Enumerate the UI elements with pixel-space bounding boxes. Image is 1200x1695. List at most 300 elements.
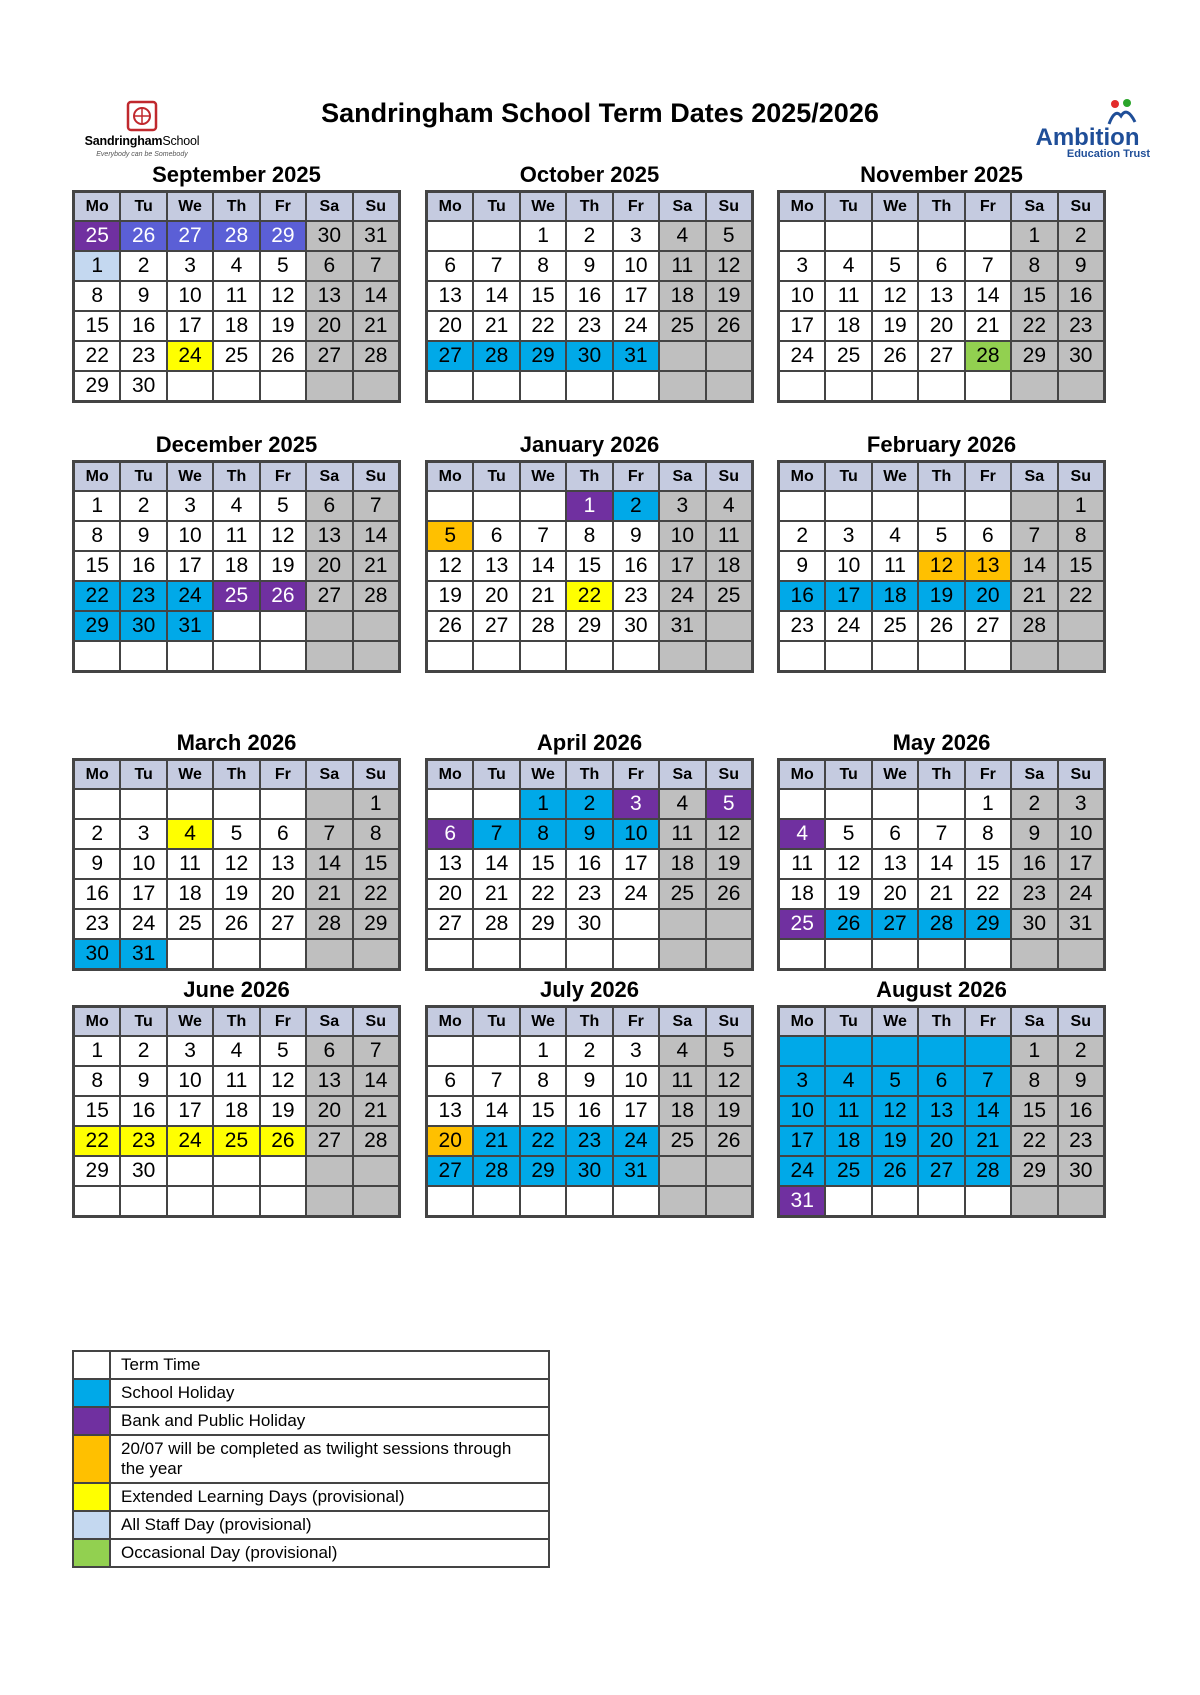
day-cell: 16 [613, 551, 659, 581]
day-cell: 14 [473, 281, 519, 311]
day-cell: 13 [306, 1066, 352, 1096]
weekday-header: We [872, 760, 918, 790]
weekday-header: Th [918, 192, 964, 222]
day-cell: 19 [706, 1096, 753, 1126]
weekday-header: Su [706, 760, 753, 790]
day-cell: 19 [706, 281, 753, 311]
day-cell: 3 [825, 521, 871, 551]
day-cell [965, 1036, 1011, 1066]
day-cell: 22 [1011, 1126, 1057, 1156]
day-cell [825, 371, 871, 402]
day-cell [213, 371, 259, 402]
day-cell: 21 [965, 311, 1011, 341]
month-title: July 2026 [539, 977, 640, 1002]
day-cell: 25 [213, 581, 259, 611]
day-cell [706, 1156, 753, 1186]
day-cell: 27 [306, 581, 352, 611]
month-grid [425, 190, 754, 403]
day-cell: 4 [213, 251, 259, 281]
weekday-header: Mo [427, 462, 474, 492]
weekday-header: Tu [473, 760, 519, 790]
day-cell: 8 [1011, 1066, 1057, 1096]
day-cell: 23 [566, 879, 612, 909]
day-cell: 17 [167, 1096, 213, 1126]
day-cell: 3 [613, 789, 659, 819]
day-cell: 7 [353, 491, 400, 521]
legend-row [74, 1408, 548, 1436]
day-cell: 28 [473, 341, 519, 371]
day-cell [167, 1186, 213, 1217]
day-cell: 30 [120, 371, 166, 402]
weekday-header: Th [566, 462, 612, 492]
day-cell [659, 939, 705, 970]
weekday-header: Su [1058, 192, 1105, 222]
weekday-header: Th [213, 192, 259, 222]
day-cell: 14 [353, 281, 400, 311]
day-cell: 19 [260, 1096, 306, 1126]
day-cell: 5 [260, 1036, 306, 1066]
day-cell [613, 939, 659, 970]
day-cell: 2 [779, 521, 826, 551]
month-title: December 2025 [155, 432, 318, 457]
day-cell: 23 [566, 311, 612, 341]
day-cell: 13 [473, 551, 519, 581]
day-cell: 13 [260, 849, 306, 879]
day-cell: 5 [706, 221, 753, 251]
day-cell: 16 [566, 281, 612, 311]
weekday-header: Tu [120, 192, 166, 222]
day-cell: 30 [74, 939, 121, 970]
month-grid [777, 758, 1106, 971]
day-cell: 19 [872, 311, 918, 341]
day-cell: 15 [1058, 551, 1105, 581]
weekday-header: Sa [1011, 462, 1057, 492]
day-cell: 16 [1058, 1096, 1105, 1126]
day-cell: 17 [613, 1096, 659, 1126]
day-cell: 22 [566, 581, 612, 611]
weekday-header: Sa [659, 192, 705, 222]
day-cell: 4 [213, 1036, 259, 1066]
day-cell: 14 [473, 1096, 519, 1126]
day-cell: 8 [520, 251, 566, 281]
day-cell: 23 [1058, 1126, 1105, 1156]
day-cell: 3 [1058, 789, 1105, 819]
day-cell: 12 [872, 1096, 918, 1126]
day-cell: 8 [353, 819, 400, 849]
day-cell [1011, 939, 1057, 970]
day-cell: 15 [520, 1096, 566, 1126]
day-cell [74, 789, 121, 819]
day-cell: 6 [918, 251, 964, 281]
day-cell: 9 [566, 1066, 612, 1096]
day-cell [1011, 641, 1057, 672]
day-cell: 17 [659, 551, 705, 581]
day-cell: 23 [779, 611, 826, 641]
day-cell: 16 [779, 581, 826, 611]
day-cell [965, 491, 1011, 521]
day-cell: 25 [74, 221, 121, 251]
day-cell [473, 491, 519, 521]
day-cell: 30 [1058, 341, 1105, 371]
day-cell: 25 [213, 1126, 259, 1156]
month-title: June 2026 [183, 977, 290, 1002]
day-cell: 15 [520, 281, 566, 311]
day-cell: 7 [473, 251, 519, 281]
day-cell [213, 611, 259, 641]
day-cell: 2 [120, 491, 166, 521]
day-cell: 23 [613, 581, 659, 611]
day-cell [1058, 641, 1105, 672]
weekday-header: Fr [965, 192, 1011, 222]
day-cell: 2 [566, 1036, 612, 1066]
weekday-header: Su [353, 192, 400, 222]
day-cell: 24 [613, 1126, 659, 1156]
day-cell: 11 [706, 521, 753, 551]
day-cell: 16 [120, 1096, 166, 1126]
day-cell [872, 491, 918, 521]
weekday-header: Su [353, 760, 400, 790]
weekday-header: Tu [825, 760, 871, 790]
weekday-header: Th [213, 760, 259, 790]
day-cell [260, 641, 306, 672]
day-cell [706, 371, 753, 402]
day-cell: 1 [1058, 491, 1105, 521]
day-cell: 16 [74, 879, 121, 909]
day-cell: 21 [353, 1096, 400, 1126]
day-cell [120, 1186, 166, 1217]
day-cell: 21 [353, 311, 400, 341]
day-cell [213, 1186, 259, 1217]
day-cell [353, 1186, 400, 1217]
weekday-header: Mo [779, 192, 826, 222]
day-cell: 18 [213, 551, 259, 581]
weekday-header: Th [918, 1007, 964, 1037]
day-cell: 26 [825, 909, 871, 939]
day-cell: 3 [167, 491, 213, 521]
day-cell: 1 [353, 789, 400, 819]
legend-swatch [74, 1352, 111, 1378]
day-cell: 17 [825, 581, 871, 611]
day-cell: 20 [918, 1126, 964, 1156]
day-cell [167, 1156, 213, 1186]
day-cell: 19 [427, 581, 474, 611]
day-cell: 4 [825, 251, 871, 281]
day-cell: 27 [427, 1156, 474, 1186]
legend-row [74, 1436, 548, 1484]
day-cell: 18 [659, 849, 705, 879]
day-cell: 12 [213, 849, 259, 879]
day-cell: 31 [659, 611, 705, 641]
day-cell [260, 939, 306, 970]
day-cell [566, 641, 612, 672]
weekday-header: Fr [613, 192, 659, 222]
weekday-header: Su [353, 1007, 400, 1037]
day-cell [918, 1186, 964, 1217]
day-cell: 2 [566, 789, 612, 819]
day-cell: 6 [872, 819, 918, 849]
month-grid [425, 1005, 754, 1218]
day-cell: 6 [427, 251, 474, 281]
day-cell [306, 1186, 352, 1217]
day-cell [167, 939, 213, 970]
day-cell: 16 [566, 1096, 612, 1126]
day-cell: 10 [120, 849, 166, 879]
day-cell: 1 [1011, 1036, 1057, 1066]
day-cell: 1 [520, 221, 566, 251]
day-cell: 12 [825, 849, 871, 879]
day-cell: 8 [74, 281, 121, 311]
day-cell: 5 [706, 789, 753, 819]
day-cell [1058, 371, 1105, 402]
day-cell: 22 [520, 311, 566, 341]
day-cell: 26 [120, 221, 166, 251]
day-cell: 9 [120, 1066, 166, 1096]
day-cell: 5 [872, 251, 918, 281]
legend-row [74, 1512, 548, 1540]
day-cell: 19 [872, 1126, 918, 1156]
day-cell: 2 [1058, 1036, 1105, 1066]
weekday-header: We [520, 1007, 566, 1037]
day-cell [427, 1186, 474, 1217]
day-cell: 12 [872, 281, 918, 311]
day-cell: 10 [613, 251, 659, 281]
day-cell: 7 [473, 819, 519, 849]
school-tagline: Everybody can be Somebody [96, 151, 188, 158]
day-cell: 2 [566, 221, 612, 251]
day-cell [473, 371, 519, 402]
day-cell: 29 [1011, 1156, 1057, 1186]
day-cell: 6 [918, 1066, 964, 1096]
day-cell: 18 [825, 1126, 871, 1156]
trust-name: Ambition [1035, 124, 1140, 151]
day-cell: 5 [213, 819, 259, 849]
day-cell: 22 [520, 879, 566, 909]
trust-figures-icon [1105, 98, 1139, 126]
day-cell [918, 221, 964, 251]
day-cell: 11 [825, 1096, 871, 1126]
day-cell: 3 [613, 221, 659, 251]
month-calendar [72, 430, 401, 673]
day-cell: 3 [120, 819, 166, 849]
day-cell: 11 [659, 819, 705, 849]
weekday-header: Mo [74, 462, 121, 492]
day-cell [779, 641, 826, 672]
day-cell: 9 [613, 521, 659, 551]
day-cell: 20 [872, 879, 918, 909]
day-cell: 26 [260, 341, 306, 371]
weekday-header: Fr [260, 462, 306, 492]
day-cell: 6 [965, 521, 1011, 551]
day-cell [473, 789, 519, 819]
day-cell: 20 [918, 311, 964, 341]
day-cell: 17 [779, 1126, 826, 1156]
day-cell: 23 [120, 581, 166, 611]
month-calendar [425, 160, 754, 403]
month-grid [425, 460, 754, 673]
day-cell: 25 [825, 341, 871, 371]
weekday-header: Th [566, 192, 612, 222]
weekday-header: Th [213, 462, 259, 492]
day-cell: 22 [353, 879, 400, 909]
day-cell: 18 [213, 311, 259, 341]
day-cell [306, 611, 352, 641]
month-grid [425, 758, 754, 971]
day-cell [1058, 611, 1105, 641]
day-cell: 3 [613, 1036, 659, 1066]
month-calendar [777, 975, 1106, 1218]
weekday-header: Sa [659, 1007, 705, 1037]
day-cell: 19 [918, 581, 964, 611]
day-cell: 25 [659, 311, 705, 341]
day-cell: 21 [918, 879, 964, 909]
day-cell: 2 [120, 251, 166, 281]
day-cell: 18 [825, 311, 871, 341]
day-cell [213, 641, 259, 672]
day-cell: 9 [120, 521, 166, 551]
day-cell: 18 [659, 1096, 705, 1126]
day-cell: 14 [1011, 551, 1057, 581]
weekday-header: Sa [1011, 760, 1057, 790]
day-cell: 28 [965, 341, 1011, 371]
month-calendar [72, 728, 401, 971]
weekday-header: We [872, 462, 918, 492]
day-cell: 6 [306, 251, 352, 281]
weekday-header: Fr [260, 192, 306, 222]
legend-label: Term Time [121, 1355, 201, 1374]
day-cell [918, 491, 964, 521]
day-cell: 15 [1011, 1096, 1057, 1126]
day-cell [659, 371, 705, 402]
day-cell: 2 [120, 1036, 166, 1066]
day-cell: 16 [566, 849, 612, 879]
day-cell [260, 1186, 306, 1217]
day-cell: 21 [353, 551, 400, 581]
day-cell: 24 [1058, 879, 1105, 909]
day-cell: 17 [120, 879, 166, 909]
day-cell [1011, 371, 1057, 402]
day-cell: 12 [260, 521, 306, 551]
weekday-header: Tu [120, 1007, 166, 1037]
day-cell: 29 [353, 909, 400, 939]
day-cell: 22 [1011, 311, 1057, 341]
day-cell: 2 [1011, 789, 1057, 819]
day-cell: 11 [659, 251, 705, 281]
day-cell: 29 [74, 371, 121, 402]
day-cell: 8 [965, 819, 1011, 849]
weekday-header: Fr [260, 760, 306, 790]
day-cell: 14 [965, 1096, 1011, 1126]
day-cell: 28 [353, 341, 400, 371]
day-cell: 21 [473, 1126, 519, 1156]
day-cell: 1 [520, 789, 566, 819]
day-cell: 28 [353, 1126, 400, 1156]
month-calendar [777, 728, 1106, 971]
day-cell [260, 1156, 306, 1186]
day-cell: 26 [260, 1126, 306, 1156]
day-cell: 14 [306, 849, 352, 879]
day-cell [613, 371, 659, 402]
month-grid [777, 1005, 1106, 1218]
day-cell: 29 [1011, 341, 1057, 371]
day-cell: 13 [427, 1096, 474, 1126]
day-cell: 15 [566, 551, 612, 581]
weekday-header: Tu [120, 760, 166, 790]
weekday-header: We [872, 192, 918, 222]
day-cell: 7 [918, 819, 964, 849]
day-cell: 9 [779, 551, 826, 581]
legend-swatch [74, 1408, 111, 1434]
day-cell [473, 1186, 519, 1217]
day-cell: 8 [74, 521, 121, 551]
day-cell: 17 [613, 281, 659, 311]
day-cell: 29 [74, 611, 121, 641]
day-cell: 24 [120, 909, 166, 939]
day-cell [260, 611, 306, 641]
weekday-header: Su [353, 462, 400, 492]
day-cell: 30 [566, 341, 612, 371]
day-cell [427, 371, 474, 402]
day-cell: 16 [1058, 281, 1105, 311]
legend-label: 20/07 will be completed as twilight sessions through the year [121, 1439, 512, 1478]
day-cell: 10 [167, 281, 213, 311]
day-cell: 9 [566, 819, 612, 849]
day-cell: 29 [260, 221, 306, 251]
day-cell [706, 1186, 753, 1217]
weekday-header: Su [706, 462, 753, 492]
weekday-header: Tu [825, 462, 871, 492]
day-cell [613, 641, 659, 672]
day-cell [872, 1186, 918, 1217]
day-cell: 28 [306, 909, 352, 939]
legend-swatch [74, 1380, 111, 1406]
day-cell: 28 [520, 611, 566, 641]
day-cell: 14 [918, 849, 964, 879]
day-cell [872, 939, 918, 970]
day-cell: 25 [659, 879, 705, 909]
day-cell [120, 789, 166, 819]
month-title: August 2026 [876, 977, 1007, 1002]
weekday-header: Mo [74, 192, 121, 222]
day-cell: 24 [825, 611, 871, 641]
weekday-header: Sa [659, 760, 705, 790]
day-cell: 18 [706, 551, 753, 581]
day-cell: 24 [779, 1156, 826, 1186]
day-cell: 16 [1011, 849, 1057, 879]
day-cell: 26 [918, 611, 964, 641]
day-cell: 23 [566, 1126, 612, 1156]
day-cell: 25 [779, 909, 826, 939]
day-cell: 20 [306, 551, 352, 581]
month-calendar [777, 430, 1106, 673]
day-cell [779, 1036, 826, 1066]
day-cell [260, 789, 306, 819]
legend-swatch [74, 1512, 111, 1538]
day-cell: 14 [353, 1066, 400, 1096]
day-cell: 4 [779, 819, 826, 849]
day-cell [520, 939, 566, 970]
day-cell: 23 [1058, 311, 1105, 341]
day-cell: 27 [473, 611, 519, 641]
day-cell: 3 [167, 251, 213, 281]
day-cell [872, 641, 918, 672]
day-cell: 31 [613, 341, 659, 371]
weekday-header: Su [706, 1007, 753, 1037]
month-grid [777, 460, 1106, 673]
day-cell: 12 [260, 281, 306, 311]
weekday-header: Fr [613, 760, 659, 790]
day-cell: 4 [659, 221, 705, 251]
day-cell: 1 [965, 789, 1011, 819]
